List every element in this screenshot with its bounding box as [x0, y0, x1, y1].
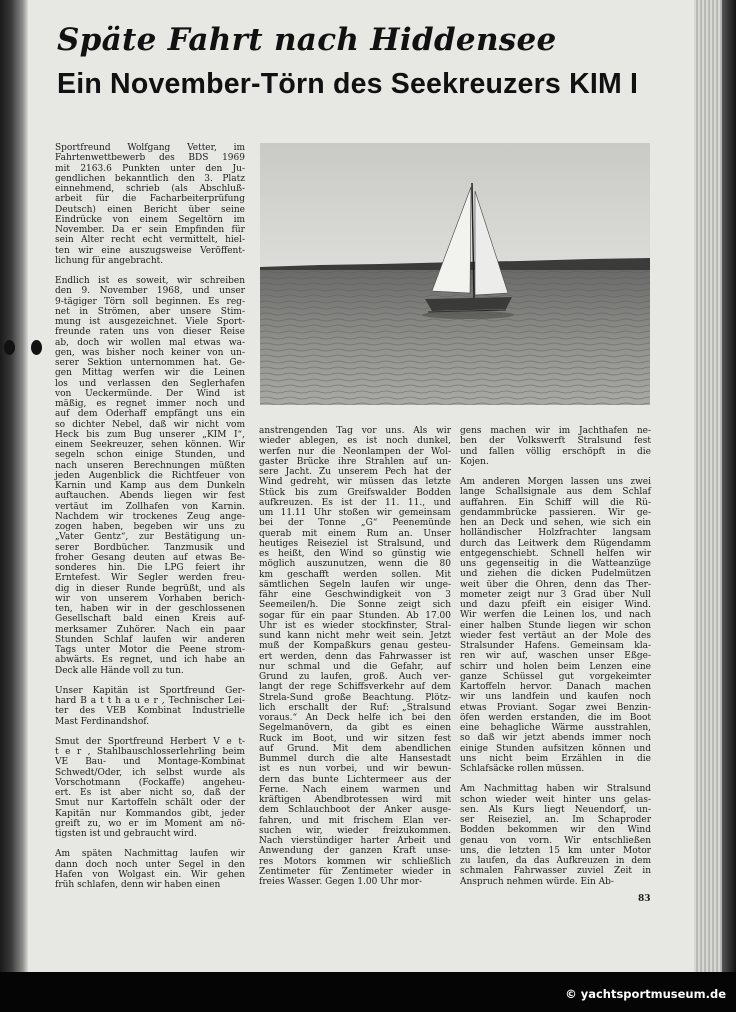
text-line: Ferne. Nach einem warmen und [259, 784, 451, 795]
text-line: ben der Volkswerft Stralsund fest [460, 436, 651, 447]
text-line: eine behagliche Wärme ausstrahlen, [460, 723, 651, 733]
text-line: suchen wir, wieder freizukommen. [259, 825, 451, 836]
text-line: November. Da er sein Empfinden für [55, 225, 245, 235]
text-line: lange Schallsignale aus dem Schlaf [460, 487, 651, 498]
text-line: Nachdem wir trockenes Zeug ange- [55, 511, 245, 522]
text-line: mit 2163.6 Punkten unter den Ju- [55, 163, 245, 174]
text-line: einem Seekreuzer, sehen können. Wir [55, 440, 245, 450]
text-line: Stralsunder Hafens. Gemeinsam kla- [460, 641, 651, 651]
text-line: um 11.11 Uhr stoßen wir gemeinsam [259, 508, 451, 518]
text-line: ten wir eine auszugsweise Veröffent- [55, 245, 245, 256]
text-line: nur schmal und die Gefahr, auf [259, 661, 451, 672]
text-line: Anwendung der ganzen Kraft unse- [259, 846, 451, 857]
article-subtitle: Ein November-Törn des Seekreuzers KIM I [57, 68, 639, 100]
text-line: Bummel durch die alte Hansestadt [259, 754, 451, 764]
copyright-credit: © yachtsportmuseum.de [565, 987, 726, 1001]
text-line: ert. Es ist aber nicht so, daß der [55, 788, 245, 798]
text-line: heutiges Reiseziel ist Stralsund, und [259, 538, 451, 549]
text-line: mung ist ausgezeichnet. Viele Sport- [55, 317, 245, 327]
text-line: Seemeilen/h. Die Sonne zeigt sich [259, 600, 451, 611]
text-line: Sportfreund Wolfgang Vetter, im [55, 143, 245, 153]
text-line: wir uns landfein und kaufen noch [460, 692, 651, 703]
text-line: genau von vorn. Wir entschließen [460, 835, 651, 846]
text-line: tigsten ist und gebraucht wird. [55, 829, 197, 839]
text-line: Am anderen Morgen lassen uns zwei [460, 477, 651, 487]
text-line: Stunden Schlaf laufen wir anderen [55, 634, 245, 645]
text-line: Erntefest. Wir Segler werden freu- [55, 573, 245, 584]
text-line: Wir werfen die Leinen los, und nach [460, 610, 651, 621]
text-line: von Ueckermünde. Der Wind ist [55, 388, 245, 399]
text-line: Segelmanövern, da gibt es einen [259, 723, 451, 734]
text-line: Eindrücke von einem Segeltörn im [55, 214, 245, 225]
paragraph [460, 784, 651, 887]
text-line: durch das Leitwerk dem Rügendamm [460, 538, 651, 549]
text-line: km geschafft werden sollen. Mit [259, 569, 451, 580]
text-column-3 [460, 426, 651, 897]
text-line: Karnin und Kamp aus dem Dunkeln [55, 481, 245, 491]
text-line: früh schlafen, denn wir haben einen [55, 880, 221, 890]
text-line: Am späten Nachmittag laufen wir [55, 849, 245, 860]
paragraph [460, 477, 651, 774]
text-line: vertäut im Zollhafen von Karnin. [55, 501, 245, 512]
text-line: uns, die letzten 15 km unter Motor [460, 845, 651, 856]
text-line: Hafen von Wolgast ein. Wir gehen [55, 869, 245, 880]
text-line: möglich auszunutzen, wenn die 80 [259, 559, 451, 570]
text-line: Tags unter Motor die Peene strom- [55, 645, 245, 655]
text-line: schon wieder weit hinter uns gelas- [460, 794, 651, 805]
page-number: 83 [638, 894, 651, 904]
text-line: ert werden, denn das Fahrwasser ist [259, 651, 451, 662]
text-line: res Motors kommen wir schließlich [259, 856, 451, 867]
text-line: ren wir auf, waschen unser Eßge- [460, 651, 651, 662]
text-line: es heißt, den Wind so günstig wie [259, 549, 451, 559]
text-line: uns gegenseitig in die Watteanzüge [460, 559, 651, 569]
text-line: Uhr ist es wieder stockfinster, Stral- [259, 620, 451, 631]
text-line: Heck bis zum Bug unserer „KIM I“, [55, 429, 245, 440]
text-line: einer halben Stunde liegen wir schon [460, 620, 651, 631]
text-line: VE Bau- und Montage-Kombinat [55, 757, 245, 768]
text-line: voraus.“ An Deck helfe ich bei den [259, 713, 451, 723]
text-line: Kapitän nur Kommandos gibt, jeder [55, 808, 245, 819]
text-line: ist es nun vorbei, und wir bewun- [259, 764, 451, 775]
text-line: sein Alter recht echt vermittelt, hiel- [55, 235, 245, 246]
text-line: und dazu pfeift ein eisiger Wind. [460, 600, 651, 610]
text-column-2 [259, 426, 451, 897]
text-line: anstrengenden Tag vor uns. Als wir [259, 426, 451, 436]
text-line: muß der Kompaßkurs genau gesteu- [259, 641, 451, 652]
text-line: Gesellschaft bald einen Kreis auf- [55, 614, 245, 625]
text-line: so daß wir jetzt abends immer noch [460, 733, 651, 744]
text-line: sen. Als Kurs liegt Neuendorf, un- [460, 804, 651, 815]
text-line: greift zu, wo er im Moment am nö- [55, 818, 245, 829]
text-line: net in Strömen, aber unsere Stim- [55, 306, 245, 317]
text-line: auf Grund. Mit dem abendlichen [259, 743, 451, 754]
text-line: gens machen wir im Jachthafen ne- [460, 426, 651, 436]
text-line: Smut der Sportfreund Herbert V e t- [55, 736, 245, 747]
text-line: sund kann nicht mehr weit sein. Jetzt [259, 631, 451, 641]
text-line: Zentimeter für Zentimeter wieder in [259, 866, 451, 877]
text-line: wieder fest vertäut an der Mole des [460, 630, 651, 641]
paragraph [55, 686, 245, 727]
text-line: t e r , Stahlbauschlosserlehrling beim [55, 747, 245, 757]
text-line: hen an Deck und sehen, wie sich ein [460, 518, 651, 528]
text-line: etwas Proviant. Sogar zwei Benzin- [460, 702, 651, 713]
text-line: und ziehen die dicken Pudelmützen [460, 569, 651, 580]
text-line: dern das bunte Lichtermeer aus der [259, 774, 451, 785]
text-line: freies Wasser. Gegen 1.00 Uhr mor- [259, 877, 423, 887]
text-line: lich erschallt der Ruf: „Stralsund [259, 702, 451, 713]
footer-bar [0, 972, 736, 1012]
text-line: schmalen Fahrwasser zuviel Zeit in [460, 866, 651, 877]
text-line: Vorschotmann (Fockaffe) angeheu- [55, 777, 245, 788]
text-line: Kojen. [460, 456, 489, 467]
text-line: Bodden bekommen wir den Wind [460, 825, 651, 836]
text-line: Schwedt/Oder, ich selbst wurde als [55, 767, 245, 778]
text-line: Deck alle Hände voll zu tun. [55, 665, 184, 676]
text-line: gendlichen bekanntlich den 3. Platz [55, 173, 245, 184]
paragraph [55, 737, 245, 840]
text-line: Am Nachmittag haben wir Stralsund [460, 784, 651, 795]
text-line: sogar für ein paar Stunden. Ab 17.00 [259, 610, 451, 621]
text-line: gendammbrücke passieren. Wir ge- [460, 507, 651, 518]
paragraph [460, 426, 651, 467]
text-line: holländischer Holzfrachter langsam [460, 528, 651, 539]
text-line: Kartoffeln hervor. Danach machen [460, 682, 651, 692]
text-line: sämtlichen Segeln laufen wir unge- [259, 579, 451, 590]
text-line: Anspruch nehmen würde. Ein Ab- [460, 876, 614, 887]
text-line: Stück bis zum Greifswalder Bodden [259, 487, 451, 498]
paragraph [259, 426, 451, 887]
text-line: fähr eine Geschwindigkeit von 3 [259, 590, 451, 600]
text-line: so dichter Nebel, daß wir nicht vom [55, 419, 245, 430]
text-line: nach unseren Berechnungen müßten [55, 460, 245, 471]
text-line: sonderes hin. Die LPG feiert ihr [55, 563, 245, 573]
text-line: aufkreuzen. Es ist der 11. 11., und [259, 497, 451, 508]
text-line: Ruck im Boot, und wir sitzen fest [259, 733, 451, 744]
text-line: Strela-Sund große Beachtung. Plötz- [259, 692, 451, 703]
text-line: schirr und holen beim Lenzen eine [460, 661, 651, 672]
text-line: wieder ablegen, es ist noch dunkel, [259, 436, 451, 447]
text-line: ab, doch wir wollen mal etwas wa- [55, 337, 245, 348]
text-line: querab mit einem Rum an. Unser [259, 528, 451, 539]
sailboat-photo [260, 143, 650, 405]
text-line: den 9. November 1968, und unser [55, 286, 245, 297]
text-line: lichung für angebracht. [55, 255, 164, 266]
text-line: und fallen völlig erschöpft in die [460, 446, 651, 457]
text-line: abwärts. Es regnet, und ich habe an [55, 655, 245, 666]
text-line: merksamer Zuhörer. Nach ein paar [55, 624, 245, 635]
text-line: dem Schlauchboot der Anker ausge- [259, 805, 451, 816]
text-line: langt der rege Schiffsverkehr auf dem [259, 682, 451, 693]
text-line: segeln schon einige Stunden, und [55, 450, 245, 461]
text-line: auftauchen. Abends liegen wir fest [55, 491, 245, 502]
text-line: dig in dieser Runde begrüßt, und als [55, 583, 245, 594]
text-line: ser Reiseziel, an. Im Schaproder [460, 815, 651, 825]
text-line: Mast Ferdinandshof. [55, 716, 150, 727]
text-line: uns nicht beim Erzählen in die [460, 753, 651, 764]
paragraph [55, 143, 245, 266]
text-line: fahren, und mit frischem Elan ver- [259, 815, 451, 826]
text-line: Nach vierstündiger harter Arbeit und [259, 836, 451, 846]
text-line: Wind gedreht, wir müssen das letzte [259, 477, 451, 488]
paragraph [55, 849, 245, 890]
text-line: kräftigen Abendbrotessen wird mit [259, 795, 451, 805]
text-line: auffahren. Ein Schiff will die Rü- [460, 497, 651, 508]
book-cover-edge [722, 0, 736, 972]
text-line: serer Sektion unternommen hat. Ge- [55, 358, 245, 368]
text-line: ter des VEB Kombinat Industrielle [55, 706, 245, 717]
text-line: serer Bordbücher. Tanzmusik und [55, 542, 245, 553]
text-line: gen, was bisher noch keiner von un- [55, 347, 245, 358]
text-line: Deutsch) einen Bericht über seine [55, 204, 245, 215]
text-line: auf dem Oderhaff empfängt uns ein [55, 409, 245, 420]
text-line: zu laufen, da das Aufkreuzen in dem [460, 856, 651, 866]
text-line: Schlafsäcke rollen müssen. [460, 764, 585, 774]
text-line: bei der Tonne „G“ Peenemünde [259, 518, 451, 529]
text-line: wir von unserem Vorhaben berich- [55, 593, 245, 604]
text-line: sere Jacht. Zu unserem Pech hat der [259, 467, 451, 477]
text-line: freunde raten uns von dieser Reise [55, 327, 245, 338]
text-line: gen Mittag werfen wir die Leinen [55, 368, 245, 379]
sailboat-photo-icon [260, 143, 650, 405]
page-stack-edge [694, 0, 722, 972]
text-line: froher Gesang deuten auf etwas Be- [55, 552, 245, 563]
text-line: gaster Brücke ihre Strahlen auf un- [259, 456, 451, 467]
text-line: weit über die Ohren, denn das Ther- [460, 579, 651, 590]
text-line: Smut nur Kartoffeln schält oder der [55, 798, 245, 809]
text-line: mometer zeigt nur 3 Grad über Null [460, 589, 651, 600]
text-line: hard B a t t h a u e r , Technischer Lei- [55, 696, 245, 706]
text-line: einige Stunden aufsitzen können und [460, 743, 651, 754]
text-line: dann doch noch unter Segel in den [55, 859, 245, 870]
text-line: Endlich ist es soweit, wir schreiben [55, 276, 245, 286]
text-line: entgegenschiebt. Schnell helfen wir [460, 548, 651, 559]
text-line: arbeit für die Facharbeiterprüfung [55, 194, 245, 205]
text-line: Fahrtenwettbewerb des BDS 1969 [55, 153, 245, 164]
text-column-1 [55, 143, 245, 900]
text-line: öfen werden erstanden, die im Boot [460, 712, 651, 723]
text-line: einnehmend, schrieb (als Abschluß- [55, 184, 245, 194]
text-line: mäßig, es regnet immer noch und [55, 399, 245, 409]
text-line: Unser Kapitän ist Sportfreund Ger- [55, 685, 245, 696]
text-line: jeden Augenblick die Richtfeuer von [55, 470, 245, 481]
text-line: los und verlassen den Seglerhafen [55, 378, 245, 389]
text-line: 9-tägiger Törn soll beginnen. Es reg- [55, 296, 245, 307]
paragraph [55, 276, 245, 676]
text-line: zogen haben, begeben wir uns zu [55, 522, 245, 532]
text-line: werfen nur die Neonlampen der Wol- [259, 446, 451, 457]
binding-hole-icon [31, 340, 42, 355]
article-title: Späte Fahrt nach Hiddensee [57, 22, 557, 58]
text-line: „Vater Gentz“, zur Bestätigung un- [55, 532, 245, 543]
text-line: ten, haben wir in der geschlossenen [55, 604, 245, 614]
text-line: Grund zu laufen, groß. Auch ver- [259, 672, 451, 682]
book-binding [0, 0, 28, 972]
binding-hole-icon [4, 340, 15, 355]
text-line: ganze Schüssel gut vorgekeimter [460, 671, 651, 682]
